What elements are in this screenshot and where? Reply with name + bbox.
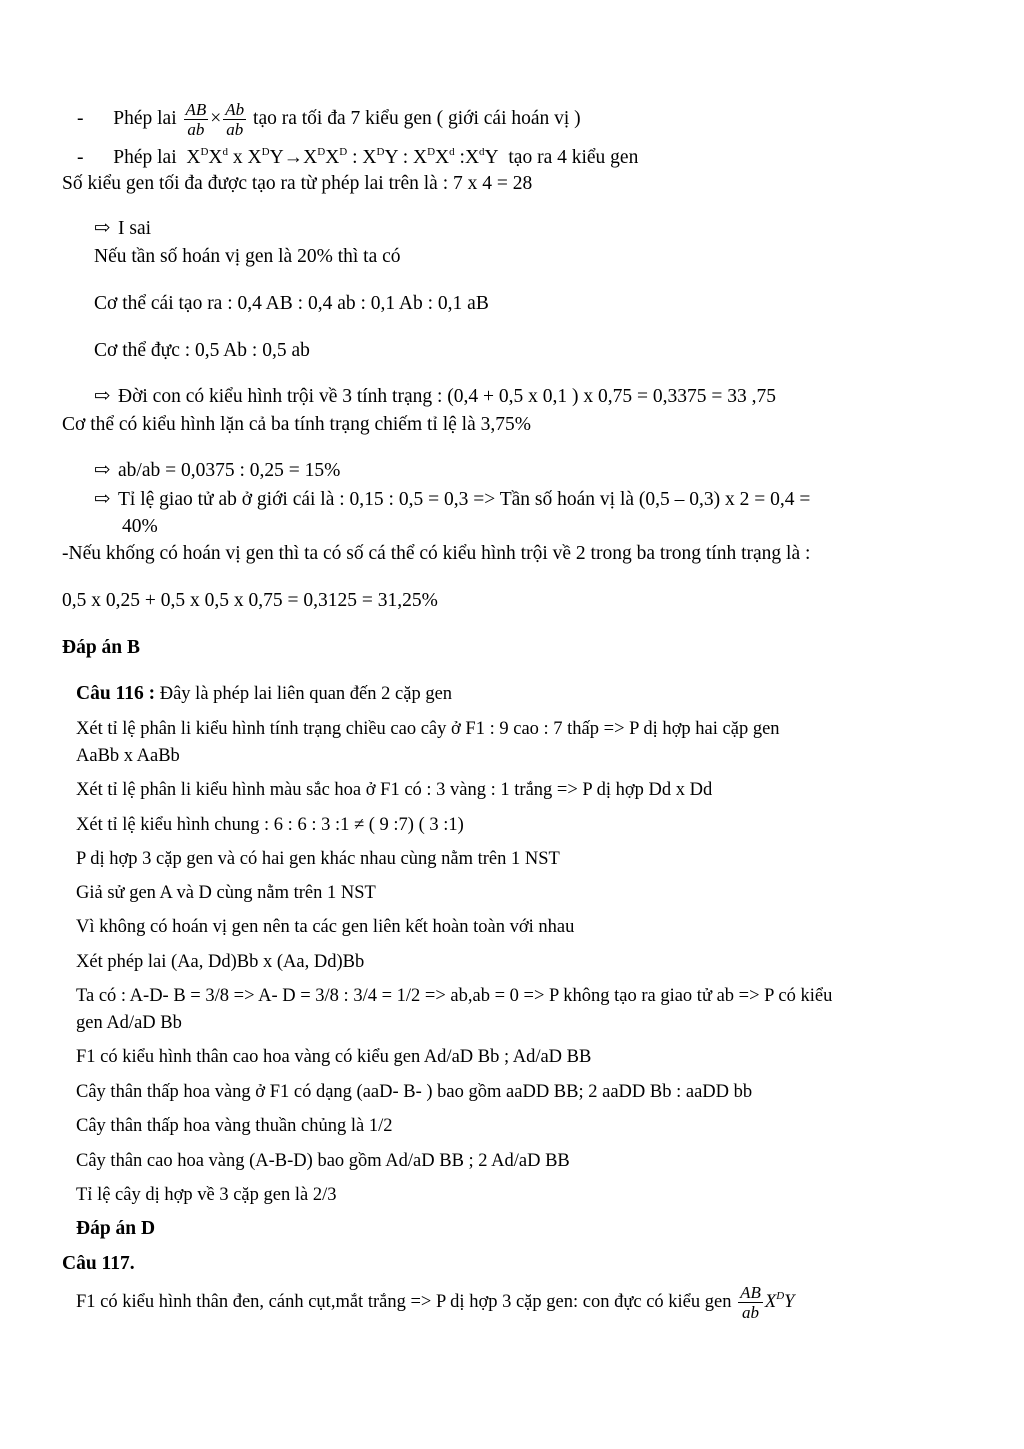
text-line-28: Cây thân thấp hoa vàng ở F1 có dạng (aaD- B- ) bao gồm aaDD BB; 2 aaDD Bb : aaDD bb [76, 1082, 753, 1102]
text-line-30: Cây thân cao hoa vàng (A-B-D) bao gồm Ad/aD BB ; 2 Ad/aD BB [76, 1151, 570, 1171]
text-line-12: 40% [122, 516, 158, 537]
line-text: I sai [118, 218, 152, 239]
dash: - [77, 107, 84, 129]
question-label: Câu 116 : [76, 683, 156, 704]
arrow-line-8 [94, 385, 776, 409]
text-line-21: P dị hợp 3 cặp gen và có hai gen khác nhau cùng nằm trên 1 NST [76, 849, 560, 869]
text-line-24: Xét phép lai (Aa, Dd)Bb x (Aa, Dd)Bb [76, 952, 365, 972]
sex-linked-cross: $X^DX^d$ x $X^DY\to X^DX^D$ : $X^DY$ : $X^DX^d$ $:X^dY$ [186, 145, 499, 168]
cross-label: Phép lai [113, 107, 177, 129]
text-line-23: Vì không có hoán vị gen nên ta các gen liên kết hoàn toàn với nhau [76, 917, 575, 937]
text-line-9: Cơ thể có kiểu hình lặn cả ba tính trạng chiếm tỉ lệ là 3,75% [62, 414, 531, 435]
question-text: Đây là phép lai liên quan đến 2 cặp gen [155, 684, 453, 704]
arrow-icon: ⇨ [94, 218, 111, 239]
cross-line-1 [77, 100, 581, 139]
arrow-icon: ⇨ [94, 386, 111, 407]
text-line-3: Số kiểu gen tối đa được tạo ra từ phép lai trên là : 7 x 4 = 28 [62, 173, 533, 194]
genotype-sup: D [776, 1289, 785, 1302]
line-text: Tỉ lệ giao tử ab ở giới cái là : 0,15 : 0,5 = 0,3 => Tần số hoán vị là (0,5 – 0,3) x 2 = 0,4 = [118, 489, 811, 510]
arrow-line-11 [94, 488, 810, 512]
times-symbol: × [210, 107, 222, 129]
cross-result: tạo ra 4 kiểu gen [508, 147, 639, 168]
dash: - [77, 147, 84, 168]
text-line-31: Tỉ lệ cây dị hợp về 3 cặp gen là 2/3 [76, 1185, 337, 1205]
text-line-7: Cơ thể đực : 0,5 Ab : 0,5 ab [94, 340, 310, 361]
text-line-14: 0,5 x 0,25 + 0,5 x 0,5 x 0,75 = 0,3125 = 31,25% [62, 590, 438, 611]
arrow-line-4 [94, 217, 151, 241]
text-line-29: Cây thân thấp hoa vàng thuần chủng là 1/2 [76, 1116, 393, 1136]
text-line-27: F1 có kiểu hình thân cao hoa vàng có kiểu gen Ad/aD Bb ; Ad/aD BB [76, 1047, 592, 1067]
text-line-22: Giả sử gen A và D cùng nằm trên 1 NST [76, 883, 376, 903]
text-line-20: Xét tỉ lệ kiểu hình chung : 6 : 6 : 3 :1 ≠ ( 9 :7) ( 3 :1) [76, 815, 464, 835]
fraction-ab-ab: $\frac{AB}{ab}$ [185, 100, 207, 139]
text-line-6: Cơ thể cái tạo ra : 0,4 AB : 0,4 ab : 0,1 Ab : 0,1 aB [94, 293, 489, 314]
cross-line-2 [77, 146, 638, 170]
line-text: F1 có kiểu hình thân đen, cánh cụt,mắt trắng => P dị hợp 3 cặp gen: con đực có kiểu gen [76, 1291, 732, 1312]
answer-b: Đáp án B [62, 637, 141, 658]
genotype-x: X [764, 1291, 777, 1312]
question-117: Câu 117. [62, 1253, 135, 1274]
arrow-icon: ⇨ [94, 489, 111, 510]
question-116 [76, 682, 452, 706]
genotype-y: Y [784, 1291, 795, 1312]
text-line-18: AaBb x AaBb [76, 746, 180, 766]
line-text: ab/ab = 0,0375 : 0,25 = 15% [118, 460, 341, 481]
text-line-17: Xét tỉ lệ phân li kiểu hình tính trạng chiều cao cây ở F1 : 9 cao : 7 thấp => P dị hợp hai cặp gen [76, 719, 780, 739]
text-line-13: -Nếu khống có hoán vị gen thì ta có số cá thể có kiểu hình trội về 2 trong ba trong tính trạng là : [62, 543, 811, 564]
arrow-icon: ⇨ [94, 460, 111, 481]
line-text: Đời con có kiểu hình trội về 3 tính trạng : (0,4 + 0,5 x 0,1 ) x 0,75 = 0,3375 = 33 ,75 [118, 386, 777, 407]
text-line-5: Nếu tần số hoán vị gen là 20% thì ta có [94, 246, 401, 267]
fraction-AB-ab: $\frac{AB}{ab}$ [740, 1283, 761, 1322]
cross-label: Phép lai [113, 147, 177, 168]
text-line-19: Xét tỉ lệ phân li kiểu hình màu sắc hoa ở F1 có : 3 vàng : 1 trắng => P dị hợp Dd x Dd [76, 780, 713, 800]
text-line-25: Ta có : A-D- B = 3/8 => A- D = 3/8 : 3/4 = 1/2 => ab,ab = 0 => P không tạo ra giao tử ab => P có kiểu [76, 986, 833, 1006]
text-line-26: gen Ad/aD Bb [76, 1013, 182, 1033]
arrow-line-10 [94, 459, 340, 483]
text-line-34 [76, 1283, 794, 1322]
fraction-Ab-ab: $\frac{Ab}{ab}$ [225, 100, 245, 139]
cross-result: tạo ra tối đa 7 kiểu gen ( giới cái hoán vị ) [253, 107, 581, 129]
answer-d: Đáp án D [76, 1218, 156, 1239]
